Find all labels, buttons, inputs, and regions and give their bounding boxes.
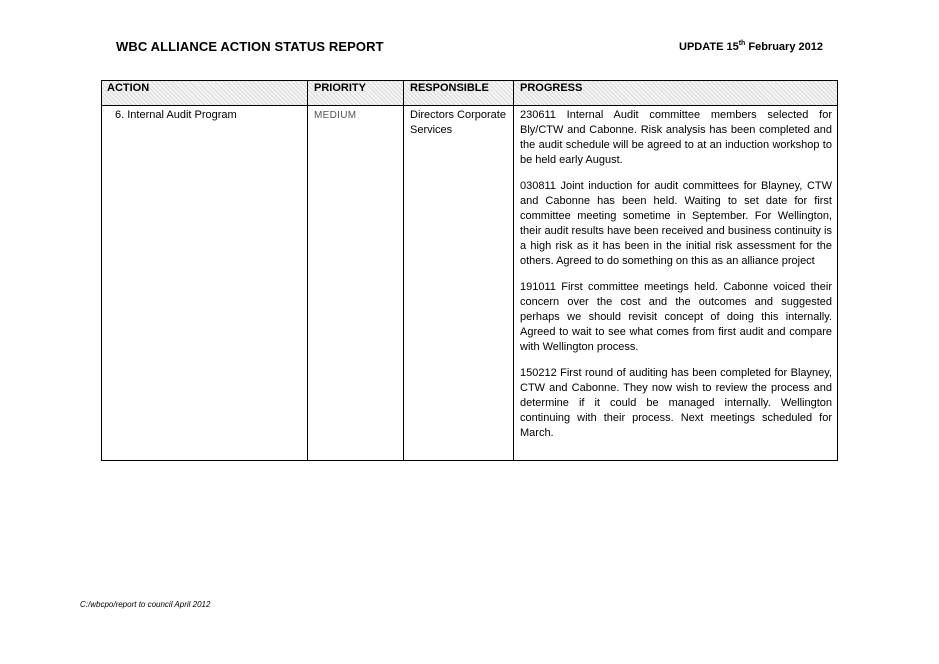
column-divider	[403, 81, 404, 460]
header-progress: PROGRESS	[520, 82, 583, 94]
update-prefix: UPDATE 15	[679, 41, 739, 53]
cell-action: 6. Internal Audit Program	[115, 109, 237, 121]
progress-entry: 150212 First round of auditing has been completed for Blayney, CTW and Cabonne. They now wish to review the process and determine if it could be managed internally. Wellington continuing with their process. Next meetings scheduled for March.	[520, 367, 832, 439]
action-status-table	[101, 80, 838, 461]
header-priority: PRIORITY	[314, 82, 366, 94]
column-divider	[307, 81, 308, 460]
footer-file-path: C:/wbcpo/report to council April 2012	[80, 600, 211, 609]
update-date	[679, 41, 823, 53]
header-action: ACTION	[107, 82, 150, 94]
progress-entry: 230611 Internal Audit committee members selected for Bly/CTW and Cabonne. Risk analysis has been completed and the audit schedule will be agreed to at an induction workshop to be held early August.	[520, 109, 832, 166]
progress-entry: 191011 First committee meetings held. Cabonne voiced their concern over the cost and the outcomes and suggested perhaps we should revisit concept of doing this internally. Agreed to wait to see what comes from first audit and compare with Wellington process.	[520, 281, 832, 353]
cell-responsible: Directors Corporate Services	[410, 109, 506, 136]
cell-priority: MEDIUM	[314, 110, 357, 121]
progress-entry: 030811 Joint induction for audit committees for Blayney, CTW and Cabonne has been held. Waiting to set date for first committee meeting sometime in September. For Wellington, their audit results have been received and business continuity is a high risk as it has been in the initial risk assessment for the others. Agreed to do something on this as an alliance project	[520, 180, 832, 267]
cell-progress	[520, 108, 832, 452]
update-ordinal-suffix: th	[738, 40, 746, 47]
header-responsible: RESPONSIBLE	[410, 82, 489, 94]
update-month-year: February 2012	[745, 41, 823, 53]
report-title: WBC ALLIANCE ACTION STATUS REPORT	[116, 39, 384, 54]
